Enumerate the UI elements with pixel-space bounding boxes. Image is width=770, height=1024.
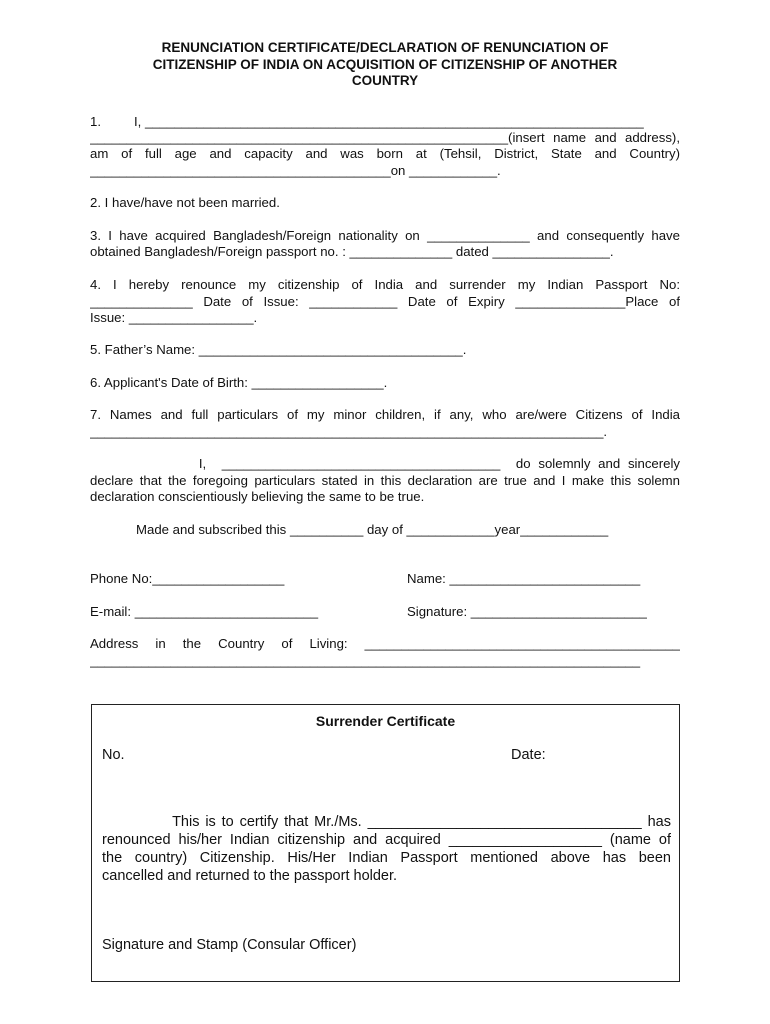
certificate-text-line-2[interactable]: renounced his/her Indian citizenship and acquired ___________________ (name of <box>102 832 671 848</box>
made-and-subscribed[interactable]: Made and subscribed this __________ day of ____________year____________ <box>136 522 609 537</box>
declaration-line-3: declaration conscientiously believing the same to be true. <box>90 489 425 504</box>
section-7-line-2[interactable]: ______________________________________________________________________. <box>90 424 608 439</box>
section-2-marital-status: 2. I have/have not been married. <box>90 195 280 210</box>
section-1-line-2[interactable]: _________________________________________________________(insert name and address), <box>90 130 680 145</box>
name-field[interactable]: Name: __________________________ <box>407 571 641 586</box>
title-line-1: RENUNCIATION CERTIFICATE/DECLARATION OF RENUNCIATION OF <box>161 40 609 55</box>
address-line-1[interactable]: Address in the Country of Living: ___________________________________________ <box>90 636 680 651</box>
section-3-line-1[interactable]: 3. I have acquired Bangladesh/Foreign nationality on ______________ and consequently have <box>90 228 680 243</box>
address-line-2[interactable]: ___________________________________________________________________________ <box>90 653 641 668</box>
email-field[interactable]: E-mail: _________________________ <box>90 604 319 619</box>
section-5-fathers-name[interactable]: 5. Father’s Name: ____________________________________. <box>90 342 467 357</box>
certificate-date[interactable]: Date: <box>511 747 546 763</box>
surrender-certificate-box <box>91 704 680 982</box>
certificate-text-line-4: cancelled and returned to the passport holder. <box>102 868 398 884</box>
surrender-certificate-title: Surrender Certificate <box>315 713 456 729</box>
consular-signature-stamp: Signature and Stamp (Consular Officer) <box>102 937 357 953</box>
certificate-number[interactable]: No. <box>102 747 125 763</box>
document-title <box>90 40 680 90</box>
section-1-line-3: am of full age and capacity and was born at (Tehsil, District, State and Country) <box>90 146 680 161</box>
section-4-line-1: 4. I hereby renounce my citizenship of India and surrender my Indian Passport No: <box>90 277 680 292</box>
certificate-text-line-1[interactable]: This is to certify that Mr./Ms. __________________________________ has <box>102 814 671 830</box>
title-line-2: CITIZENSHIP OF INDIA ON ACQUISITION OF CITIZENSHIP OF ANOTHER <box>152 56 618 72</box>
section-4-line-3[interactable]: Issue: _________________. <box>90 310 258 325</box>
certificate-text-line-3: the country) Citizenship. His/Her Indian Passport mentioned above has been <box>102 850 671 866</box>
section-1-line-4[interactable]: _________________________________________on ____________. <box>90 163 501 178</box>
phone-field[interactable]: Phone No:__________________ <box>90 571 285 586</box>
section-7-line-1: 7. Names and full particulars of my minor children, if any, who are/were Citizens of India <box>90 407 680 422</box>
section-4-line-2[interactable]: ______________ Date of Issue: ____________ Date of Expiry _______________Place of <box>90 294 680 309</box>
declaration-line-2: declare that the foregoing particulars stated in this declaration are true and I make this solemn <box>90 473 680 488</box>
section-3-line-2[interactable]: obtained Bangladesh/Foreign passport no. : ______________ dated ________________. <box>90 244 614 259</box>
section-6-date-of-birth[interactable]: 6. Applicant's Date of Birth: __________________. <box>90 375 388 390</box>
title-line-3: COUNTRY <box>351 73 419 88</box>
signature-field[interactable]: Signature: ________________________ <box>407 604 647 619</box>
declaration-line-1[interactable]: I, ______________________________________ do solemnly and sincerely <box>90 456 680 471</box>
section-1-line-1[interactable]: 1. I, ____________________________________________________________________ <box>90 114 644 129</box>
